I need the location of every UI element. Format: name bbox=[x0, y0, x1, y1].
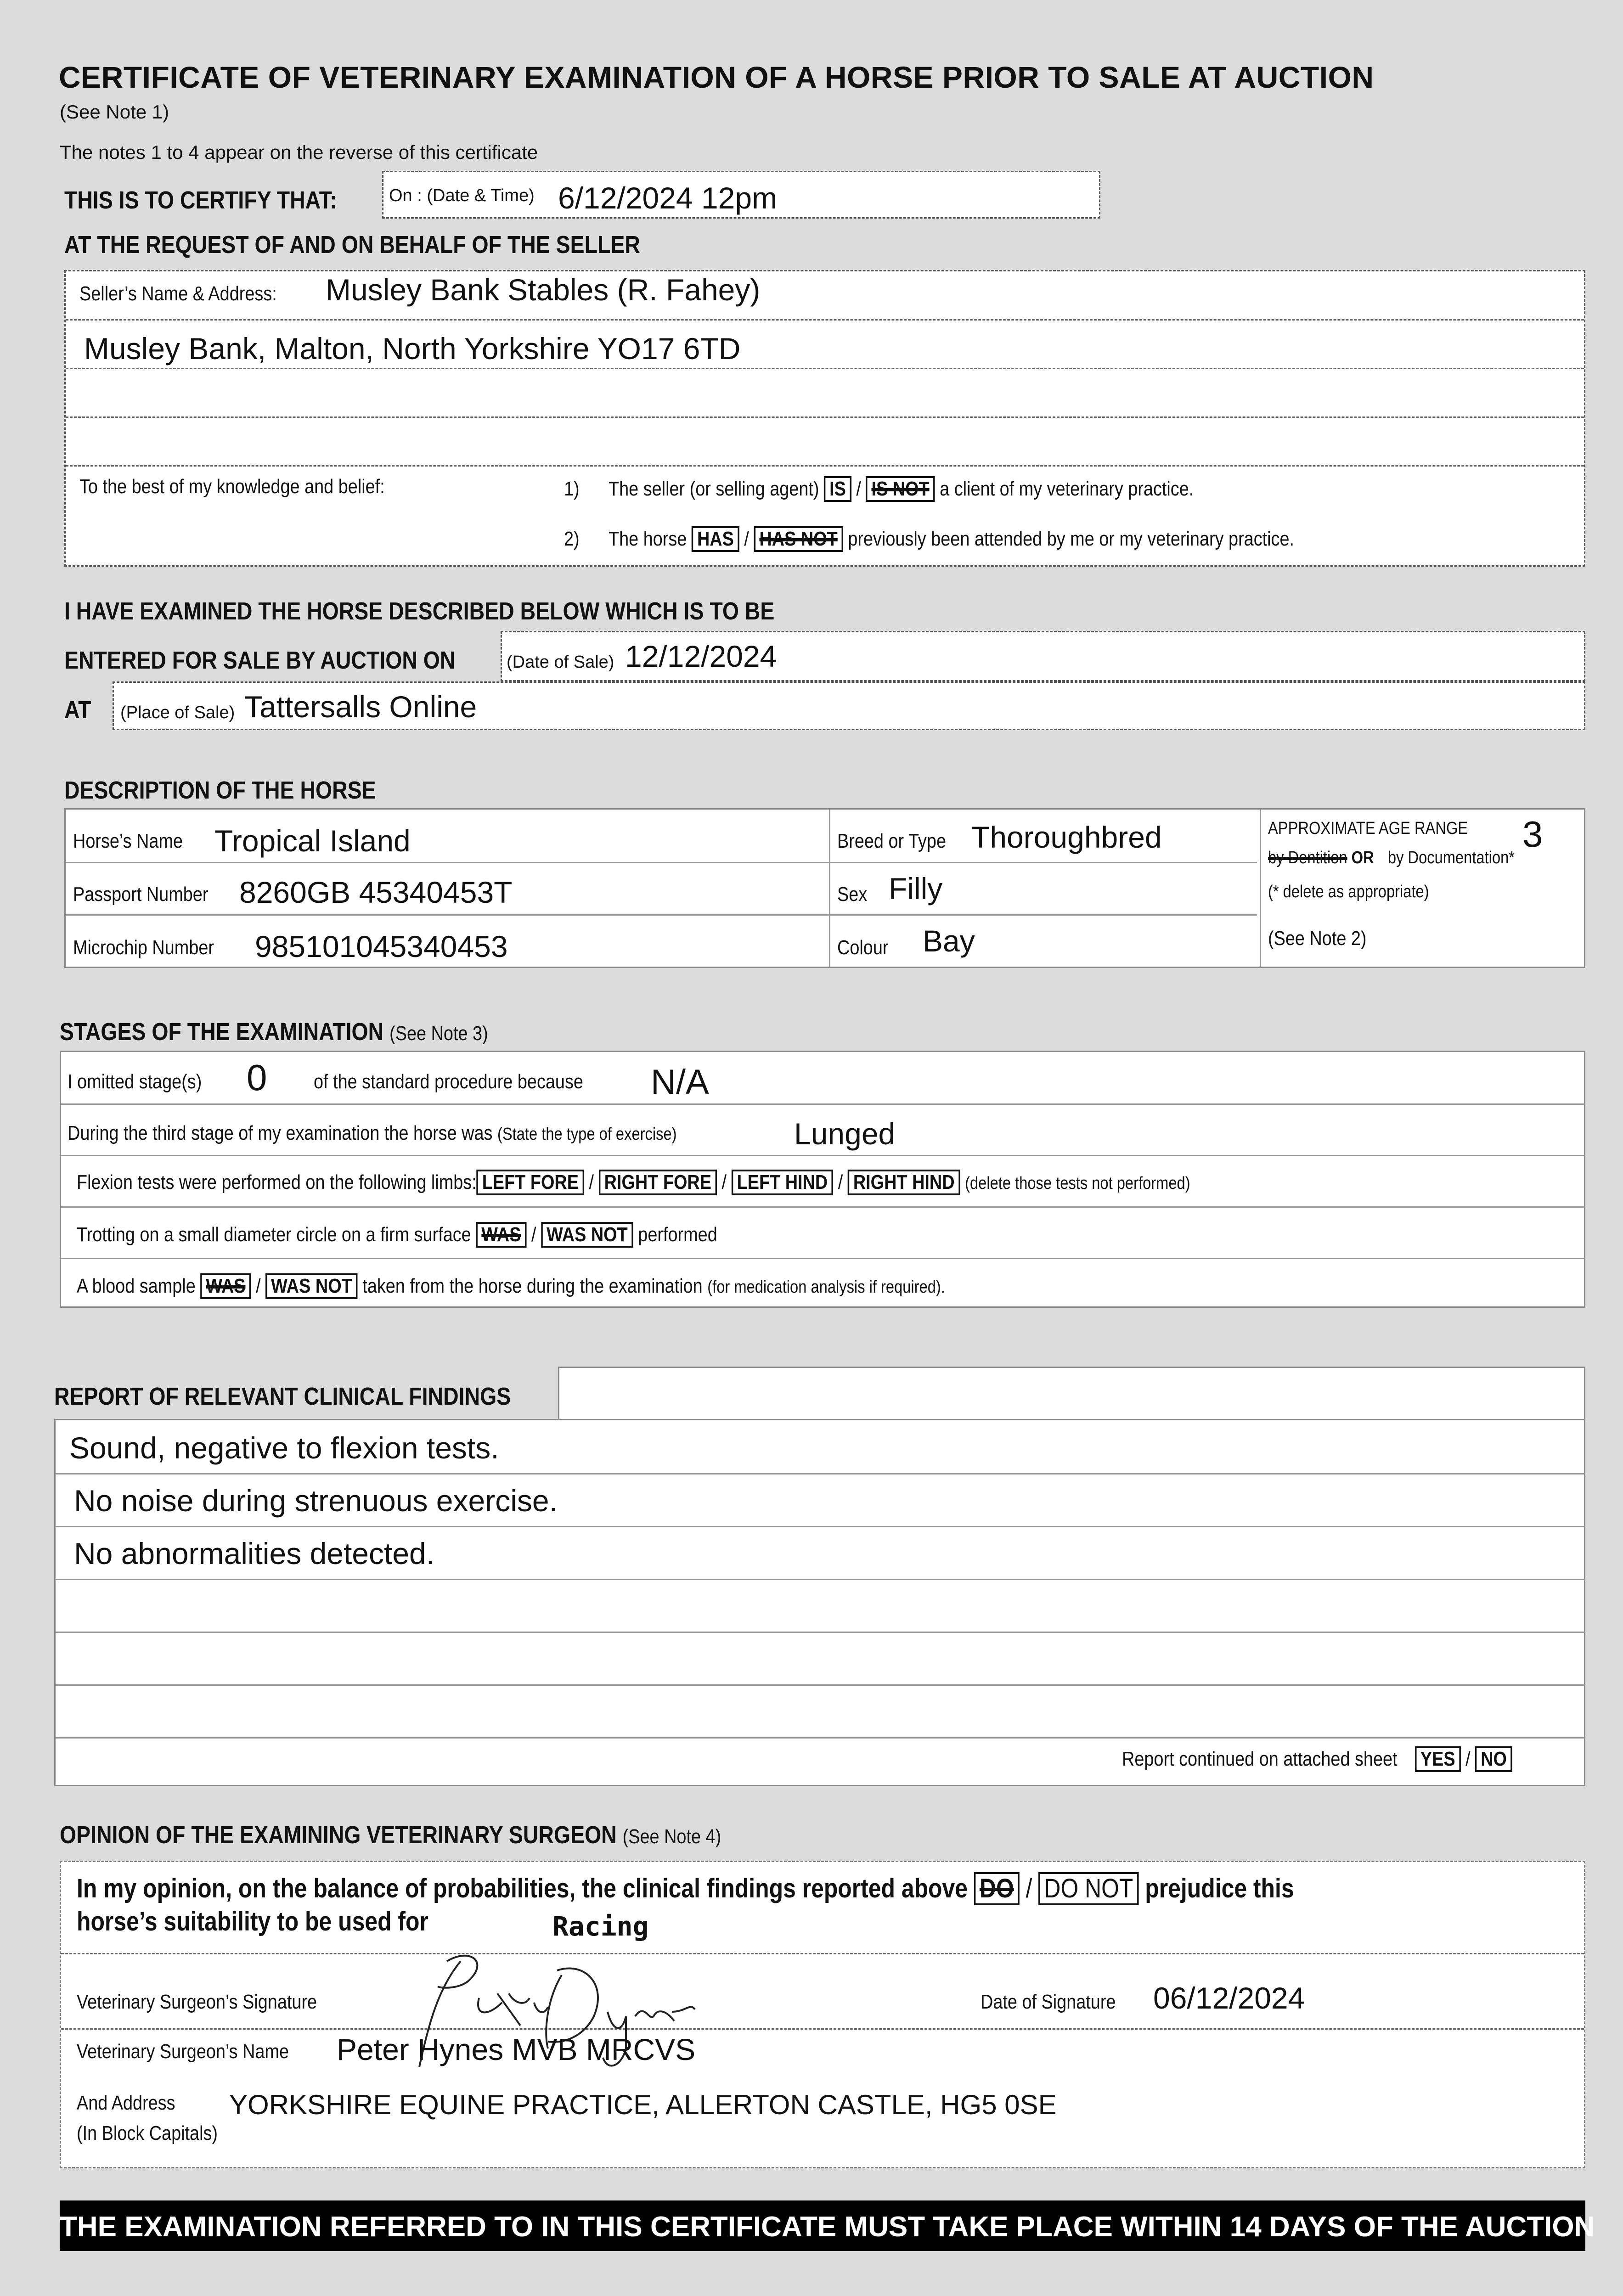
place-of-sale-label: (Place of Sale) bbox=[120, 703, 235, 722]
colour-value: Bay bbox=[923, 924, 975, 958]
description-table bbox=[64, 808, 1585, 968]
date-time-field[interactable] bbox=[382, 171, 1100, 219]
continued-sep: / bbox=[1465, 1748, 1471, 1770]
surgeon-name-value: Peter Hynes MVB MRCVS bbox=[337, 2032, 696, 2066]
opinion-heading bbox=[60, 1821, 721, 1849]
item2-post: previously been attended by me or my veterinary practice. bbox=[848, 528, 1295, 550]
opinion-heading-text: OPINION OF THE EXAMINING VETERINARY SURGEON bbox=[60, 1821, 617, 1849]
flexion-sep-2: / bbox=[721, 1171, 727, 1193]
entered-label: ENTERED FOR SALE BY AUCTION ON bbox=[64, 647, 456, 674]
omitted-pre: I omitted stage(s) bbox=[68, 1070, 202, 1093]
item2-text: The horse bbox=[609, 528, 687, 550]
address-label: And Address bbox=[77, 2092, 175, 2114]
item1-post: a client of my veterinary practice. bbox=[940, 478, 1194, 500]
age-or: OR bbox=[1351, 848, 1374, 867]
on-label: On : (Date & Time) bbox=[389, 186, 535, 205]
item1-text: The seller (or selling agent) bbox=[609, 478, 819, 500]
report-heading-box bbox=[558, 1367, 1585, 1421]
certify-label: THIS IS TO CERTIFY THAT: bbox=[64, 186, 337, 214]
omitted-row bbox=[68, 1070, 202, 1093]
sex-label: Sex bbox=[837, 883, 868, 906]
trot-was-not-option[interactable]: WAS NOT bbox=[541, 1222, 633, 1248]
age-value: 3 bbox=[1522, 814, 1543, 855]
breed-label: Breed or Type bbox=[837, 830, 947, 852]
age-method bbox=[1268, 848, 1515, 868]
passport-value: 8260GB 45340453T bbox=[239, 875, 513, 909]
flexion-row bbox=[77, 1170, 1190, 1195]
flexion-label: Flexion tests were performed on the following limbs: bbox=[77, 1171, 477, 1193]
opinion-heading-note: (See Note 4) bbox=[622, 1825, 721, 1848]
seller-line2: Musley Bank, Malton, North Yorkshire YO17 6TD bbox=[84, 332, 741, 366]
date-of-sale-label: (Date of Sale) bbox=[507, 653, 614, 672]
belief-item-2 bbox=[564, 526, 1294, 552]
report-continued-row bbox=[1122, 1746, 1512, 1772]
date-of-sale-value: 12/12/2024 bbox=[625, 639, 777, 673]
opinion-text-post: prejudice this bbox=[1145, 1874, 1294, 1903]
examined-label: I HAVE EXAMINED THE HORSE DESCRIBED BELOW WHICH IS TO BE bbox=[64, 597, 775, 625]
blood-was-option[interactable]: WAS bbox=[200, 1273, 251, 1299]
date-of-signature-label: Date of Signature bbox=[981, 1991, 1116, 2013]
passport-label: Passport Number bbox=[73, 883, 209, 906]
report-box[interactable] bbox=[54, 1419, 1585, 1786]
do-option[interactable]: DO bbox=[974, 1872, 1020, 1905]
notes-line: The notes 1 to 4 appear on the reverse of this certificate bbox=[60, 141, 538, 163]
right-hind-option[interactable]: RIGHT HIND bbox=[848, 1170, 960, 1195]
flexion-sep-3: / bbox=[838, 1171, 843, 1193]
item1-num: 1) bbox=[564, 478, 580, 500]
omitted-value: 0 bbox=[247, 1057, 267, 1098]
report-continued-label: Report continued on attached sheet bbox=[1122, 1748, 1398, 1770]
has-not-option[interactable]: HAS NOT bbox=[754, 526, 843, 552]
address-sub: (In Block Capitals) bbox=[77, 2122, 218, 2144]
opinion-box bbox=[60, 1861, 1585, 2168]
report-line-2: No noise during strenuous exercise. bbox=[74, 1484, 558, 1518]
left-hind-option[interactable]: LEFT HIND bbox=[732, 1170, 834, 1195]
blood-pre: A blood sample bbox=[77, 1275, 196, 1297]
do-not-option[interactable]: DO NOT bbox=[1038, 1872, 1138, 1905]
item1-sep: / bbox=[856, 478, 861, 500]
stages-table bbox=[60, 1051, 1585, 1308]
opinion-text-line2: horse’s suitability to be used for bbox=[77, 1907, 428, 1936]
opinion-sep: / bbox=[1026, 1874, 1032, 1903]
flexion-note: (delete those tests not performed) bbox=[965, 1174, 1190, 1193]
on-value: 6/12/2024 12pm bbox=[558, 181, 778, 215]
signature-label: Veterinary Surgeon’s Signature bbox=[77, 1991, 317, 2013]
age-see-note: (See Note 2) bbox=[1268, 927, 1367, 950]
third-stage-value: Lunged bbox=[794, 1117, 896, 1151]
blood-was-not-option[interactable]: WAS NOT bbox=[265, 1273, 358, 1299]
third-stage-row bbox=[68, 1122, 677, 1145]
seller-section bbox=[64, 270, 1585, 567]
trot-post: performed bbox=[638, 1223, 717, 1246]
place-of-sale-field[interactable] bbox=[113, 681, 1585, 730]
blood-post: taken from the horse during the examination bbox=[362, 1275, 703, 1297]
report-line-3: No abnormalities detected. bbox=[74, 1536, 435, 1570]
omitted-reason: N/A bbox=[651, 1063, 709, 1102]
age-documentation-option[interactable]: by Documentation* bbox=[1387, 848, 1515, 867]
third-stage-note: (State the type of exercise) bbox=[497, 1125, 677, 1144]
seller-line1: Musley Bank Stables (R. Fahey) bbox=[326, 273, 761, 307]
seller-name-label: Seller’s Name & Address: bbox=[79, 282, 277, 305]
stages-heading bbox=[60, 1018, 488, 1046]
stages-heading-text: STAGES OF THE EXAMINATION bbox=[60, 1018, 384, 1046]
continued-yes-option[interactable]: YES bbox=[1415, 1746, 1461, 1772]
address-value: YORKSHIRE EQUINE PRACTICE, ALLERTON CASTLE, HG5 0SE bbox=[229, 2089, 1057, 2120]
item2-num: 2) bbox=[564, 528, 580, 550]
date-of-signature-value: 06/12/2024 bbox=[1153, 1981, 1305, 2015]
age-delete-note: (* delete as appropriate) bbox=[1268, 882, 1429, 901]
belief-item-1 bbox=[564, 476, 1194, 502]
breed-value: Thoroughbred bbox=[971, 820, 1162, 854]
report-line-1: Sound, negative to flexion tests. bbox=[69, 1431, 499, 1465]
is-not-option[interactable]: IS NOT bbox=[866, 476, 935, 502]
use-value: Racing bbox=[552, 1911, 649, 1942]
is-option[interactable]: IS bbox=[824, 476, 851, 502]
at-label: AT bbox=[64, 696, 91, 724]
age-dentition-option[interactable]: by Dentition bbox=[1268, 848, 1347, 867]
microchip-label: Microchip Number bbox=[73, 936, 214, 959]
description-heading: DESCRIPTION OF THE HORSE bbox=[64, 777, 376, 804]
see-note-1: (See Note 1) bbox=[60, 101, 169, 123]
trot-row: Trotting on a small diameter circle on a firm surface WAS / WAS NOT performed bbox=[77, 1222, 717, 1248]
right-fore-option[interactable]: RIGHT FORE bbox=[599, 1170, 717, 1195]
surgeon-name-label: Veterinary Surgeon’s Name bbox=[77, 2040, 289, 2063]
has-option[interactable]: HAS bbox=[692, 526, 739, 552]
blood-row: A blood sample WAS / WAS NOT taken from the horse during the examination (for medication analysis if required). bbox=[77, 1273, 945, 1299]
report-heading: REPORT OF RELEVANT CLINICAL FINDINGS bbox=[54, 1383, 511, 1410]
trot-was-option[interactable]: WAS bbox=[476, 1222, 526, 1248]
footer-banner bbox=[60, 2200, 1595, 2251]
opinion-text-pre: In my opinion, on the balance of probabilities, the clinical findings reported above bbox=[77, 1874, 968, 1903]
flexion-sep-1: / bbox=[589, 1171, 594, 1193]
belief-label: To the best of my knowledge and belief: bbox=[79, 475, 385, 498]
opinion-text-line1 bbox=[77, 1872, 1294, 1905]
sex-value: Filly bbox=[889, 872, 943, 906]
horse-name-value: Tropical Island bbox=[214, 824, 411, 858]
footer-text: THE EXAMINATION REFERRED TO IN THIS CERTIFICATE MUST TAKE PLACE WITHIN 14 DAYS OF THE AUCTION bbox=[60, 2211, 1595, 2243]
stages-heading-note: (See Note 3) bbox=[389, 1022, 488, 1045]
blood-note: (for medication analysis if required). bbox=[707, 1277, 945, 1297]
certificate-title: CERTIFICATE OF VETERINARY EXAMINATION OF A HORSE PRIOR TO SALE AT AUCTION bbox=[59, 60, 1374, 94]
omitted-post: of the standard procedure because bbox=[314, 1070, 583, 1093]
item2-sep: / bbox=[744, 528, 749, 550]
age-label: APPROXIMATE AGE RANGE bbox=[1268, 819, 1468, 838]
microchip-value: 985101045340453 bbox=[255, 929, 508, 963]
place-of-sale-value: Tattersalls Online bbox=[244, 690, 477, 724]
date-of-sale-field[interactable] bbox=[501, 631, 1585, 681]
colour-label: Colour bbox=[837, 936, 889, 959]
horse-name-label: Horse’s Name bbox=[73, 830, 183, 852]
left-fore-option[interactable]: LEFT FORE bbox=[477, 1170, 584, 1195]
continued-no-option[interactable]: NO bbox=[1475, 1746, 1512, 1772]
third-stage-label: During the third stage of my examination the horse was bbox=[68, 1122, 493, 1144]
request-label: AT THE REQUEST OF AND ON BEHALF OF THE SELLER bbox=[64, 231, 640, 259]
trot-pre: Trotting on a small diameter circle on a firm surface bbox=[77, 1223, 471, 1246]
